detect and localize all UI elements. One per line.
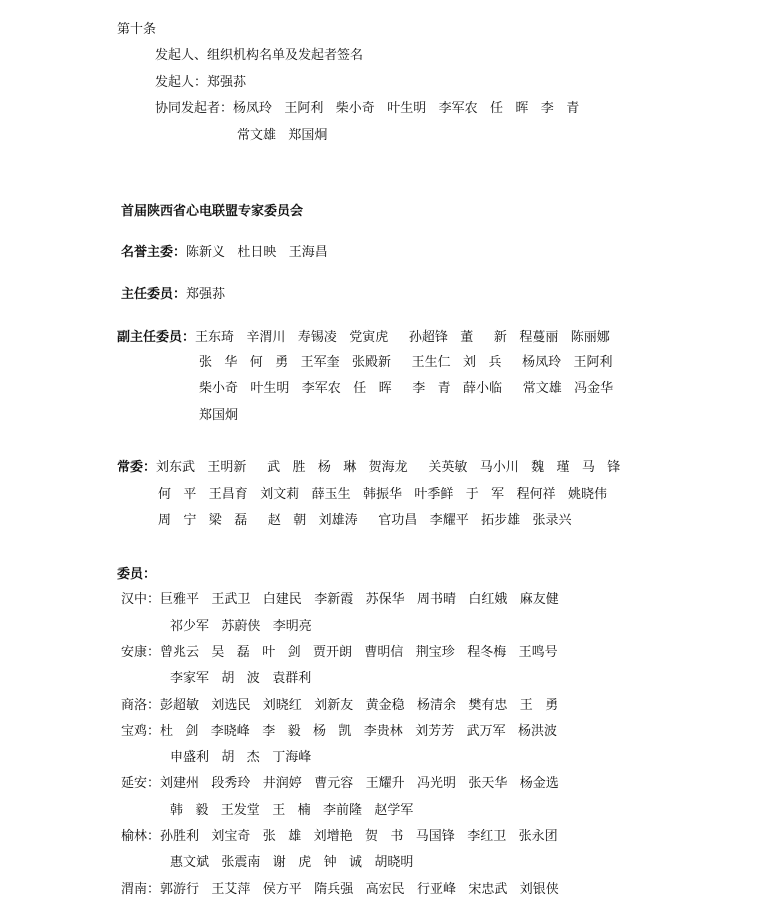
region-names: 巨雅平 王武卫 白建民 李新霞 苏保华 周书晴 白红娥 麻友健	[160, 592, 559, 607]
vice-chair-names-3: 柴小奇 叶生明 李军农 任 晖 李 青 薛小临 常文雄 冯金华	[199, 381, 614, 396]
honorary-names: 陈新义 杜日映 王海昌	[186, 245, 328, 260]
region-hanzhong-names-2: 祁少军 苏蔚侠 李明亮	[170, 619, 312, 634]
vice-chair-label: 副主任委员：	[117, 330, 196, 345]
article-subtitle: 发起人、组织机构名单及发起者签名	[155, 48, 364, 63]
standing-names-3: 周 宁 梁 磊 赵 朝 刘雄涛 官功昌 李耀平 拓步雄 张录兴	[158, 513, 572, 528]
committee-title: 首届陕西省心电联盟专家委员会	[121, 204, 304, 219]
honorary-label: 名誉主委：	[121, 245, 187, 260]
chair-line	[121, 286, 225, 304]
region-names: 杜 剑 李晓峰 李 毅 杨 凯 李贵林 刘芳芳 武万军 杨洪波	[160, 724, 557, 739]
region-yulin	[121, 828, 558, 846]
honorary-line	[121, 244, 328, 262]
region-names: 孙胜利 刘宝奇 张 雄 刘增艳 贺 书 马国锋 李红卫 张永团	[160, 829, 558, 844]
standing-names-2: 何 平 王昌育 刘文莉 薛玉生 韩振华 叶季鲜 于 军 程何祥 姚晓伟	[158, 487, 607, 502]
region-label: 延安：	[121, 776, 161, 791]
region-ankang	[121, 644, 558, 662]
region-weinan	[121, 881, 559, 899]
co-initiators-names: 杨凤玲 王阿利 柴小奇 叶生明 李军农 任 晖 李 青	[233, 101, 580, 116]
region-label: 商洛：	[121, 698, 161, 713]
region-label: 渭南：	[121, 882, 161, 897]
article-heading: 第十条	[117, 22, 157, 37]
vice-chair-names-4: 郑国炯	[199, 408, 239, 423]
region-yanan	[121, 775, 559, 793]
region-label: 榆林：	[121, 829, 161, 844]
standing-names-1: 刘东武 王明新 武 胜 杨 琳 贺海龙 关英敏 马小川 魏 瑾 马 锋	[156, 460, 621, 475]
co-initiators-label: 协同发起者：	[155, 101, 234, 116]
co-initiators-line	[155, 100, 579, 118]
initiator-label: 发起人：	[155, 75, 208, 90]
initiator-line	[155, 74, 246, 92]
region-shangluo	[121, 697, 558, 715]
region-names: 彭超敏 刘选民 刘晓红 刘新友 黄金稳 杨清余 樊有忠 王 勇	[160, 698, 559, 713]
co-initiators-names-2: 常文雄 郑国炯	[237, 128, 328, 143]
region-names: 曾兆云 吴 磊 叶 剑 贾开朗 曹明信 荆宝珍 程冬梅 王鸣号	[160, 645, 558, 660]
region-label: 汉中：	[121, 592, 161, 607]
region-yulin-names-2: 惠文斌 张震南 谢 虎 钟 诚 胡晓明	[170, 855, 414, 870]
standing-label: 常委：	[117, 460, 157, 475]
region-hanzhong	[121, 591, 559, 609]
vice-chair-line-1	[117, 329, 610, 347]
standing-line-1	[117, 459, 620, 477]
region-names: 郭游行 王艾萍 侯方平 隋兵强 高宏民 行亚峰 宋忠武 刘银侠	[160, 882, 559, 897]
chair-label: 主任委员：	[121, 287, 187, 302]
region-names: 刘建州 段秀玲 井润婷 曹元容 王耀升 冯光明 张天华 杨金选	[160, 776, 559, 791]
vice-chair-names-1: 王东琦 辛渭川 寿锡凌 党寅虎 孙超锋 董 新 程蔓丽 陈丽娜	[195, 330, 610, 345]
region-yanan-names-2: 韩 毅 王发堂 王 楠 李前隆 赵学军	[170, 803, 414, 818]
region-label: 安康：	[121, 645, 161, 660]
region-baoji	[121, 723, 557, 741]
region-label: 宝鸡：	[121, 724, 161, 739]
region-baoji-names-2: 申盛利 胡 杰 丁海峰	[170, 750, 312, 765]
region-ankang-names-2: 李家军 胡 波 袁群利	[170, 671, 312, 686]
chair-name: 郑强荪	[186, 287, 226, 302]
initiator-name: 郑强荪	[207, 75, 247, 90]
members-label: 委员：	[117, 567, 157, 582]
vice-chair-names-2: 张 华 何 勇 王军奎 张殿新 王生仁 刘 兵 杨凤玲 王阿利	[199, 355, 613, 370]
